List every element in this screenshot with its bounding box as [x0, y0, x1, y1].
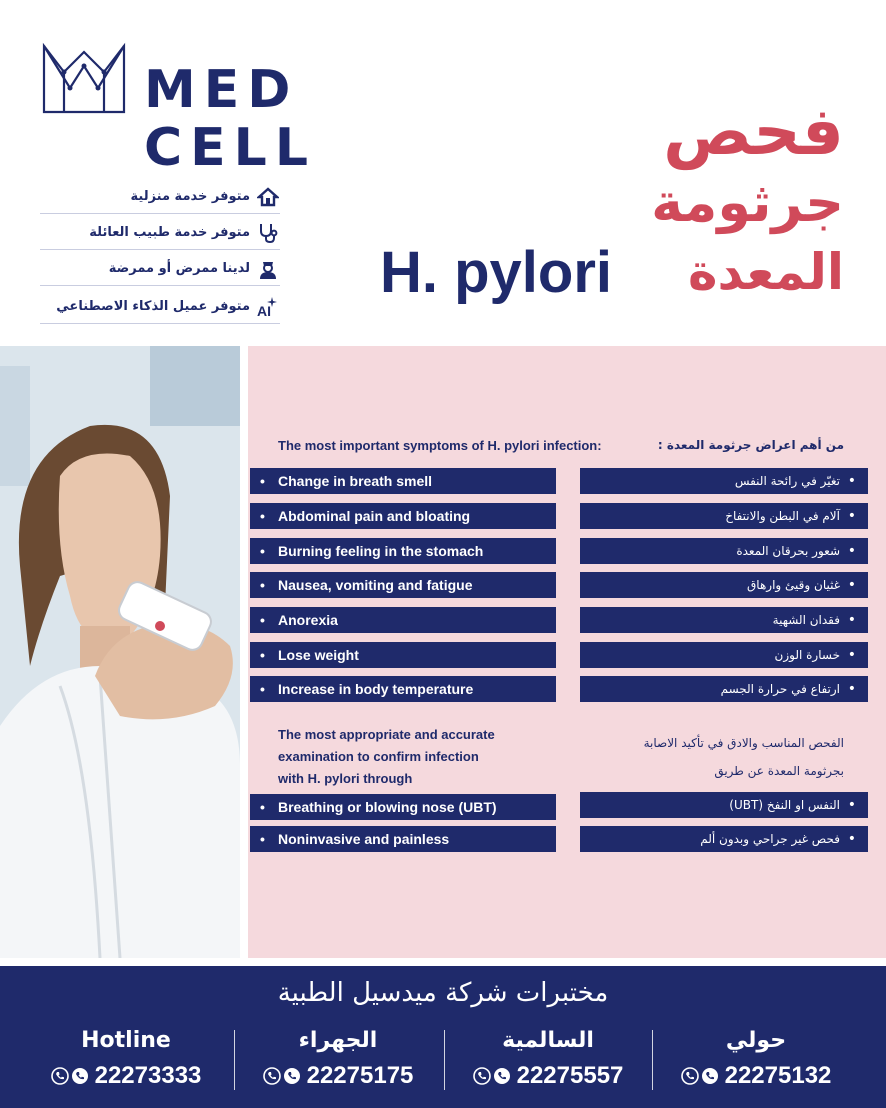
footer-divider	[444, 1030, 445, 1090]
ai-sparkle-icon	[256, 295, 280, 319]
stethoscope-icon	[256, 221, 280, 245]
symptom-en-item: • Change in breath smell	[250, 468, 556, 494]
branch-name: حولي	[725, 1028, 787, 1053]
exam-en-item: • Noninvasive and painless	[250, 826, 556, 852]
symptom-en-item: • Anorexia	[250, 607, 556, 633]
branch-salmiya	[448, 1026, 648, 1100]
symptom-en-item: • Burning feeling in the stomach	[250, 538, 556, 564]
symptom-ar-item: • آلام في البطن والانتفاخ	[580, 503, 868, 529]
symptom-ar-item: • غثيان وقيئ وارهاق	[580, 572, 868, 598]
logo-word-cell: CELL	[144, 118, 316, 178]
exam-ar-item: • النفس او النفخ (UBT)	[580, 792, 868, 818]
home-icon	[256, 185, 280, 209]
exam-heading-ar-line2: بجرثومة المعدة عن طريق	[714, 764, 844, 778]
branch-name: Hotline	[81, 1028, 171, 1053]
symptom-ar-item: • ارتفاع في حرارة الجسم	[580, 676, 868, 702]
symptoms-heading-en: The most important symptoms of H. pylori infection:	[278, 438, 602, 453]
service-home	[40, 180, 280, 214]
branch-phone[interactable]: 22275175	[306, 1062, 414, 1089]
branch-jahra	[238, 1026, 438, 1100]
phone-icon	[473, 1067, 491, 1085]
exam-heading-en-line2: examination to confirm infection	[278, 749, 479, 764]
svg-text:AI: AI	[257, 302, 271, 319]
service-family-doctor	[40, 216, 280, 250]
title-line-2: جرثومة	[651, 171, 844, 234]
symptom-ar-item: • تغيّر في رائحة النفس	[580, 468, 868, 494]
exam-ar-item: • فحص غير جراحي وبدون ألم	[580, 826, 868, 852]
title-line-3: المعدة	[687, 243, 844, 301]
symptom-en-item: • Nausea, vomiting and fatigue	[250, 572, 556, 598]
exam-heading-en-line3: with H. pylori through	[278, 771, 413, 786]
logo-mark-icon	[40, 42, 128, 116]
whatsapp-icon	[283, 1067, 301, 1085]
phone-icon	[51, 1067, 69, 1085]
branch-hawalli	[656, 1026, 856, 1100]
logo-word-med: MED	[144, 60, 299, 120]
title-english: H. pylori	[380, 240, 613, 305]
branch-phone[interactable]: 22275132	[724, 1062, 832, 1089]
symptom-ar-item: • شعور بحرقان المعدة	[580, 538, 868, 564]
branch-hotline	[26, 1026, 226, 1100]
symptom-ar-item: • فقدان الشهية	[580, 607, 868, 633]
woman-breath-test-photo	[0, 346, 240, 958]
footer	[0, 966, 886, 1108]
exam-heading-en-line1: The most appropriate and accurate	[278, 727, 495, 742]
branch-name: الجهراء	[298, 1028, 378, 1053]
service-label: متوفر عميل الذكاء الاصطناعي	[56, 299, 250, 314]
footer-title: مختبرات شركة ميدسيل الطبية	[277, 978, 609, 1008]
service-ai-agent	[40, 290, 280, 324]
service-label: متوفر خدمة منزلية	[130, 189, 250, 204]
symptom-en-item: • Abdominal pain and bloating	[250, 503, 556, 529]
branch-name: السالمية	[502, 1028, 594, 1053]
title-line-1: فحص	[663, 93, 844, 170]
whatsapp-icon	[493, 1067, 511, 1085]
brand-logo	[40, 42, 316, 178]
phone-icon	[263, 1067, 281, 1085]
phone-icon	[681, 1067, 699, 1085]
symptom-ar-item: • خسارة الوزن	[580, 642, 868, 668]
nurse-icon	[256, 257, 280, 281]
exam-heading-ar-line1: الفحص المناسب والادق في تأكيد الاصابة	[643, 736, 844, 750]
service-label: لدينا ممرض أو ممرضة	[108, 261, 250, 276]
footer-divider	[234, 1030, 235, 1090]
whatsapp-icon	[701, 1067, 719, 1085]
symptom-en-item: • Lose weight	[250, 642, 556, 668]
service-nurse	[40, 252, 280, 286]
branch-phone[interactable]: 22275557	[516, 1062, 624, 1089]
exam-en-item: • Breathing or blowing nose (UBT)	[250, 794, 556, 820]
whatsapp-icon	[71, 1067, 89, 1085]
branch-phone[interactable]: 22273333	[94, 1062, 202, 1089]
symptoms-heading-ar: من أهم اعراض جرثومة المعدة :	[657, 438, 844, 452]
symptom-en-item: • Increase in body temperature	[250, 676, 556, 702]
footer-divider	[652, 1030, 653, 1090]
service-label: متوفر خدمة طبيب العائلة	[89, 225, 250, 240]
